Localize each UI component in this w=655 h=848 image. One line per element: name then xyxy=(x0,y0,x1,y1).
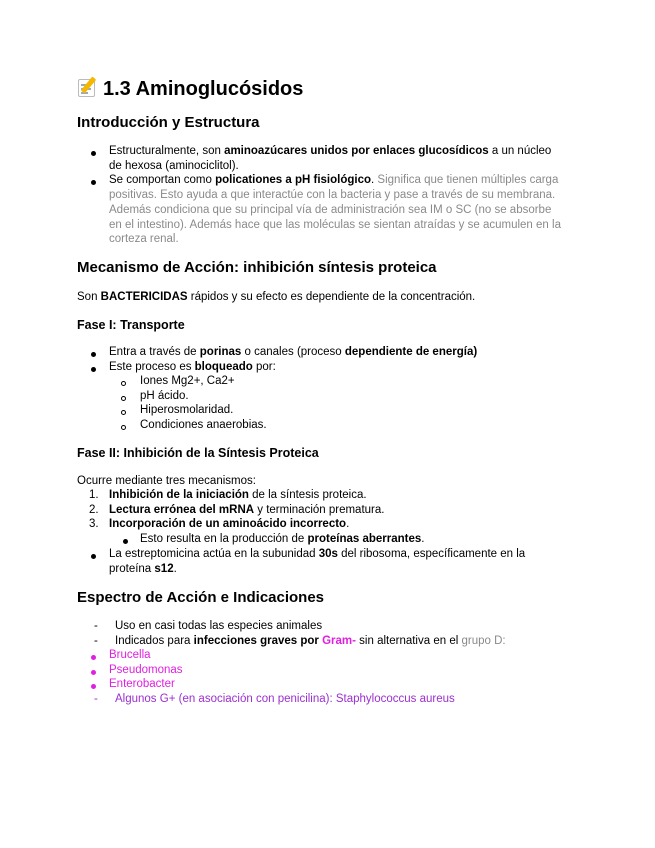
phase2-item-3-sub: Esto resulta en la producción de proteínas aberrantes. xyxy=(140,533,425,545)
section-heading-mechanism: Mecanismo de Acción: inhibición síntesis proteica xyxy=(77,259,437,276)
pathogen-item-1: Brucella xyxy=(109,649,151,661)
phase2-item-2: Lectura errónea del mRNA y terminación prematura. xyxy=(109,504,385,516)
bullet xyxy=(91,352,96,357)
bullet xyxy=(91,670,96,675)
bullet xyxy=(91,367,96,372)
list-number: 1. xyxy=(89,489,99,501)
phase2-item-1: Inhibición de la iniciación de la síntesis proteica. xyxy=(109,489,367,501)
mechanism-paragraph: Son BACTERICIDAS rápidos y su efecto es dependiente de la concentración. xyxy=(77,291,476,303)
intro-bullet-1: Estructuralmente, son aminoazúcares unidos por enlaces glucosídicos a un núcleo xyxy=(109,145,552,157)
list-number: 2. xyxy=(89,504,99,516)
sub-bullet xyxy=(123,539,128,544)
spectrum-item-1: Uso en casi todas las especies animales xyxy=(115,620,323,632)
phase2-bullet: La estreptomicina actúa en la subunidad 30s del ribosoma, específicamente en la xyxy=(109,548,526,560)
section-heading-intro: Introducción y Estructura xyxy=(77,114,260,131)
phase1-sub-2: pH ácido. xyxy=(140,390,189,402)
pathogen-item-2: Pseudomonas xyxy=(109,664,183,676)
bullet xyxy=(91,151,96,156)
intro-bullet-2-line5: corteza renal. xyxy=(109,233,179,245)
sub-bullet xyxy=(121,396,126,401)
phase2-intro: Ocurre mediante tres mecanismos: xyxy=(77,475,256,487)
memo-icon xyxy=(77,76,99,98)
sub-bullet xyxy=(121,410,126,415)
intro-bullet-2: Se comportan como policationes a pH fisiológico. Significa que tienen múltiples carga xyxy=(109,174,559,186)
intro-bullet-2-line3: Además condiciona que su principal vía de administración sea IM o SC (no se absorbe xyxy=(109,204,552,216)
phase1-sub-4: Condiciones anaerobias. xyxy=(140,419,267,431)
sub-bullet xyxy=(121,425,126,430)
dash: - xyxy=(94,620,98,632)
pathogen-item-3: Enterobacter xyxy=(109,678,175,690)
spectrum-item-3: Algunos G+ (en asociación con penicilina): Staphylococcus aureus xyxy=(115,693,455,705)
phase1-bullet-2: Este proceso es bloqueado por: xyxy=(109,361,276,373)
dash: - xyxy=(94,635,98,647)
intro-bullet-2-line4: en el intestino). Además hace que las moléculas se sientan atraídas y se acumulen en la xyxy=(109,219,561,231)
phase2-item-3: Incorporación de un aminoácido incorrecto. xyxy=(109,518,350,530)
dash: - xyxy=(94,693,98,705)
bullet xyxy=(91,554,96,559)
intro-bullet-1-line2: de hexosa (aminociclitol). xyxy=(109,160,239,172)
subsection-heading-phase1: Fase I: Transporte xyxy=(77,318,185,332)
phase2-bullet-line2: proteína s12. xyxy=(109,563,177,575)
phase1-sub-3: Hiperosmolaridad. xyxy=(140,404,234,416)
sub-bullet xyxy=(121,381,126,386)
page-title-text: 1.3 Aminoglucósidos xyxy=(103,78,304,100)
intro-bullet-2-line2: positivas. Esto ayuda a que interactúe con la bacteria y pase a través de su membrana. xyxy=(109,189,556,201)
list-number: 3. xyxy=(89,518,99,530)
phase1-bullet-1: Entra a través de porinas o canales (proceso dependiente de energía) xyxy=(109,346,478,358)
bullet xyxy=(91,180,96,185)
subsection-heading-phase2: Fase II: Inhibición de la Síntesis Proteica xyxy=(77,446,319,460)
spectrum-item-2: Indicados para infecciones graves por Gram- sin alternativa en el grupo D: xyxy=(115,635,506,647)
phase1-sub-1: Iones Mg2+, Ca2+ xyxy=(140,375,235,387)
page-title xyxy=(77,76,303,102)
bullet xyxy=(91,655,96,660)
bullet xyxy=(91,684,96,689)
section-heading-spectrum: Espectro de Acción e Indicaciones xyxy=(77,589,325,606)
